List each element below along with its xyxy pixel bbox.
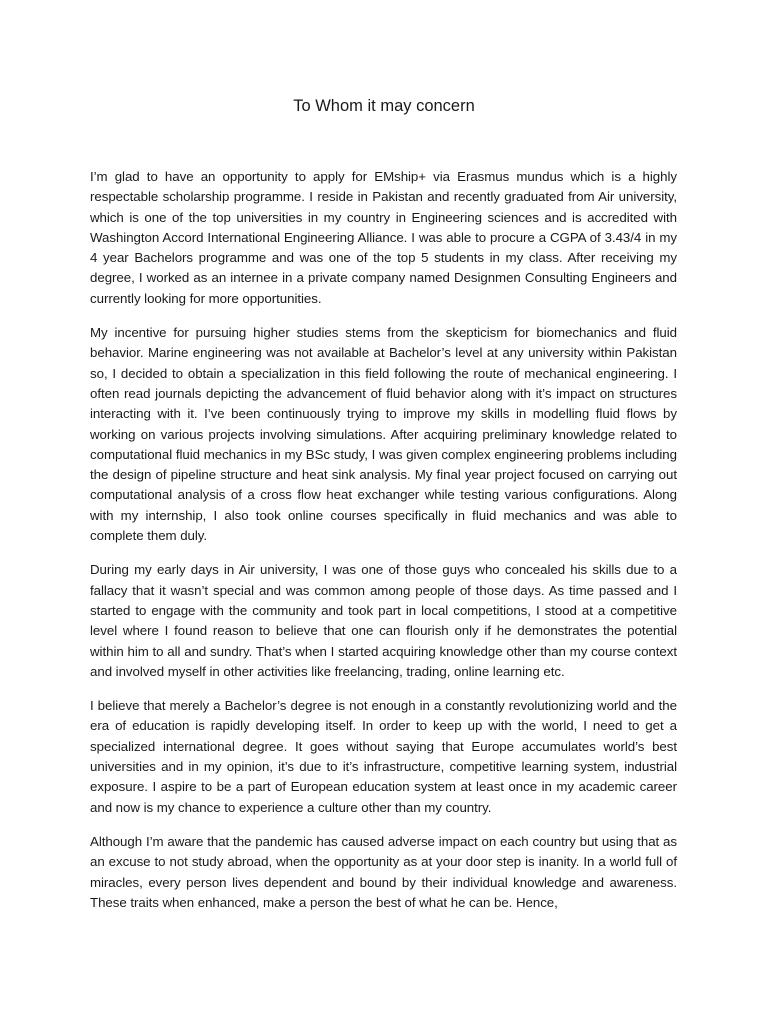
paragraph-early-days: During my early days in Air university, I was one of those guys who concealed his skills due to a fallacy that it wasn’t special and was common among people of those days. As time passed and I started to engage with the community and took part in local competitions, I stood at a competitive level where I found reason to believe that one can flourish only if he demonstrates the potential within him to all and sundry. That’s when I started acquiring knowledge other than my course context and involved myself in other activities like freelancing, trading, online learning etc. <box>90 562 677 679</box>
paragraph-introduction: I’m glad to have an opportunity to apply for EMship+ via Erasmus mundus which is a highly respectable scholarship programme. I reside in Pakistan and recently graduated from Air university, which is one of the top universities in my country in Engineering sciences and is accredited with Washington Accord International Engineering Alliance. I was able to procure a CGPA of 3.43/4 in my 4 year Bachelors programme and was one of the top 5 students in my class. After receiving my degree, I worked as an internee in a private company named Designmen Consulting Engineers and currently looking for more opportunities. <box>90 169 677 306</box>
document-body <box>90 167 677 927</box>
paragraph-international-degree: I believe that merely a Bachelor’s degree is not enough in a constantly revolutionizing world and the era of education is rapidly developing itself. In order to keep up with the world, I need to get a specialized international degree. It goes without saying that Europe accumulates world’s best universities and in my opinion, it’s due to it’s infrastructure, competitive learning system, industrial exposure. I aspire to be a part of European education system at least once in my academic career and now is my chance to experience a culture other than my country. <box>90 698 677 815</box>
document-title: To Whom it may concern <box>293 97 475 115</box>
paragraph-pandemic: Although I’m aware that the pandemic has caused adverse impact on each country but using that as an excuse to not study abroad, when the opportunity as at your door step is inanity. In a world full of miracles, every person lives dependent and bound by their individual knowledge and awareness. These traits when enhanced, make a person the best of what he can be. Hence, <box>90 833 677 910</box>
paragraph-motivation: My incentive for pursuing higher studies stems from the skepticism for biomechanics and fluid behavior. Marine engineering was not available at Bachelor’s level at any university within Pakistan so, I decided to obtain a specialization in this field following the route of mechanical engineering. I often read journals depicting the advancement of fluid behavior along with it’s impact on structures interacting with it. I’ve been continuously trying to improve my skills in modelling fluid flows by working on various projects involving simulations. After acquiring preliminary knowledge related to computational fluid mechanics in my BSc study, I was given complex engineering problems including the design of pipeline structure and heat sink analysis. My final year project focused on carrying out computational analysis of a cross flow heat exchanger while testing various configurations. Along with my internship, I also took online courses specifically in fluid mechanics and was able to complete them duly. <box>90 325 677 544</box>
